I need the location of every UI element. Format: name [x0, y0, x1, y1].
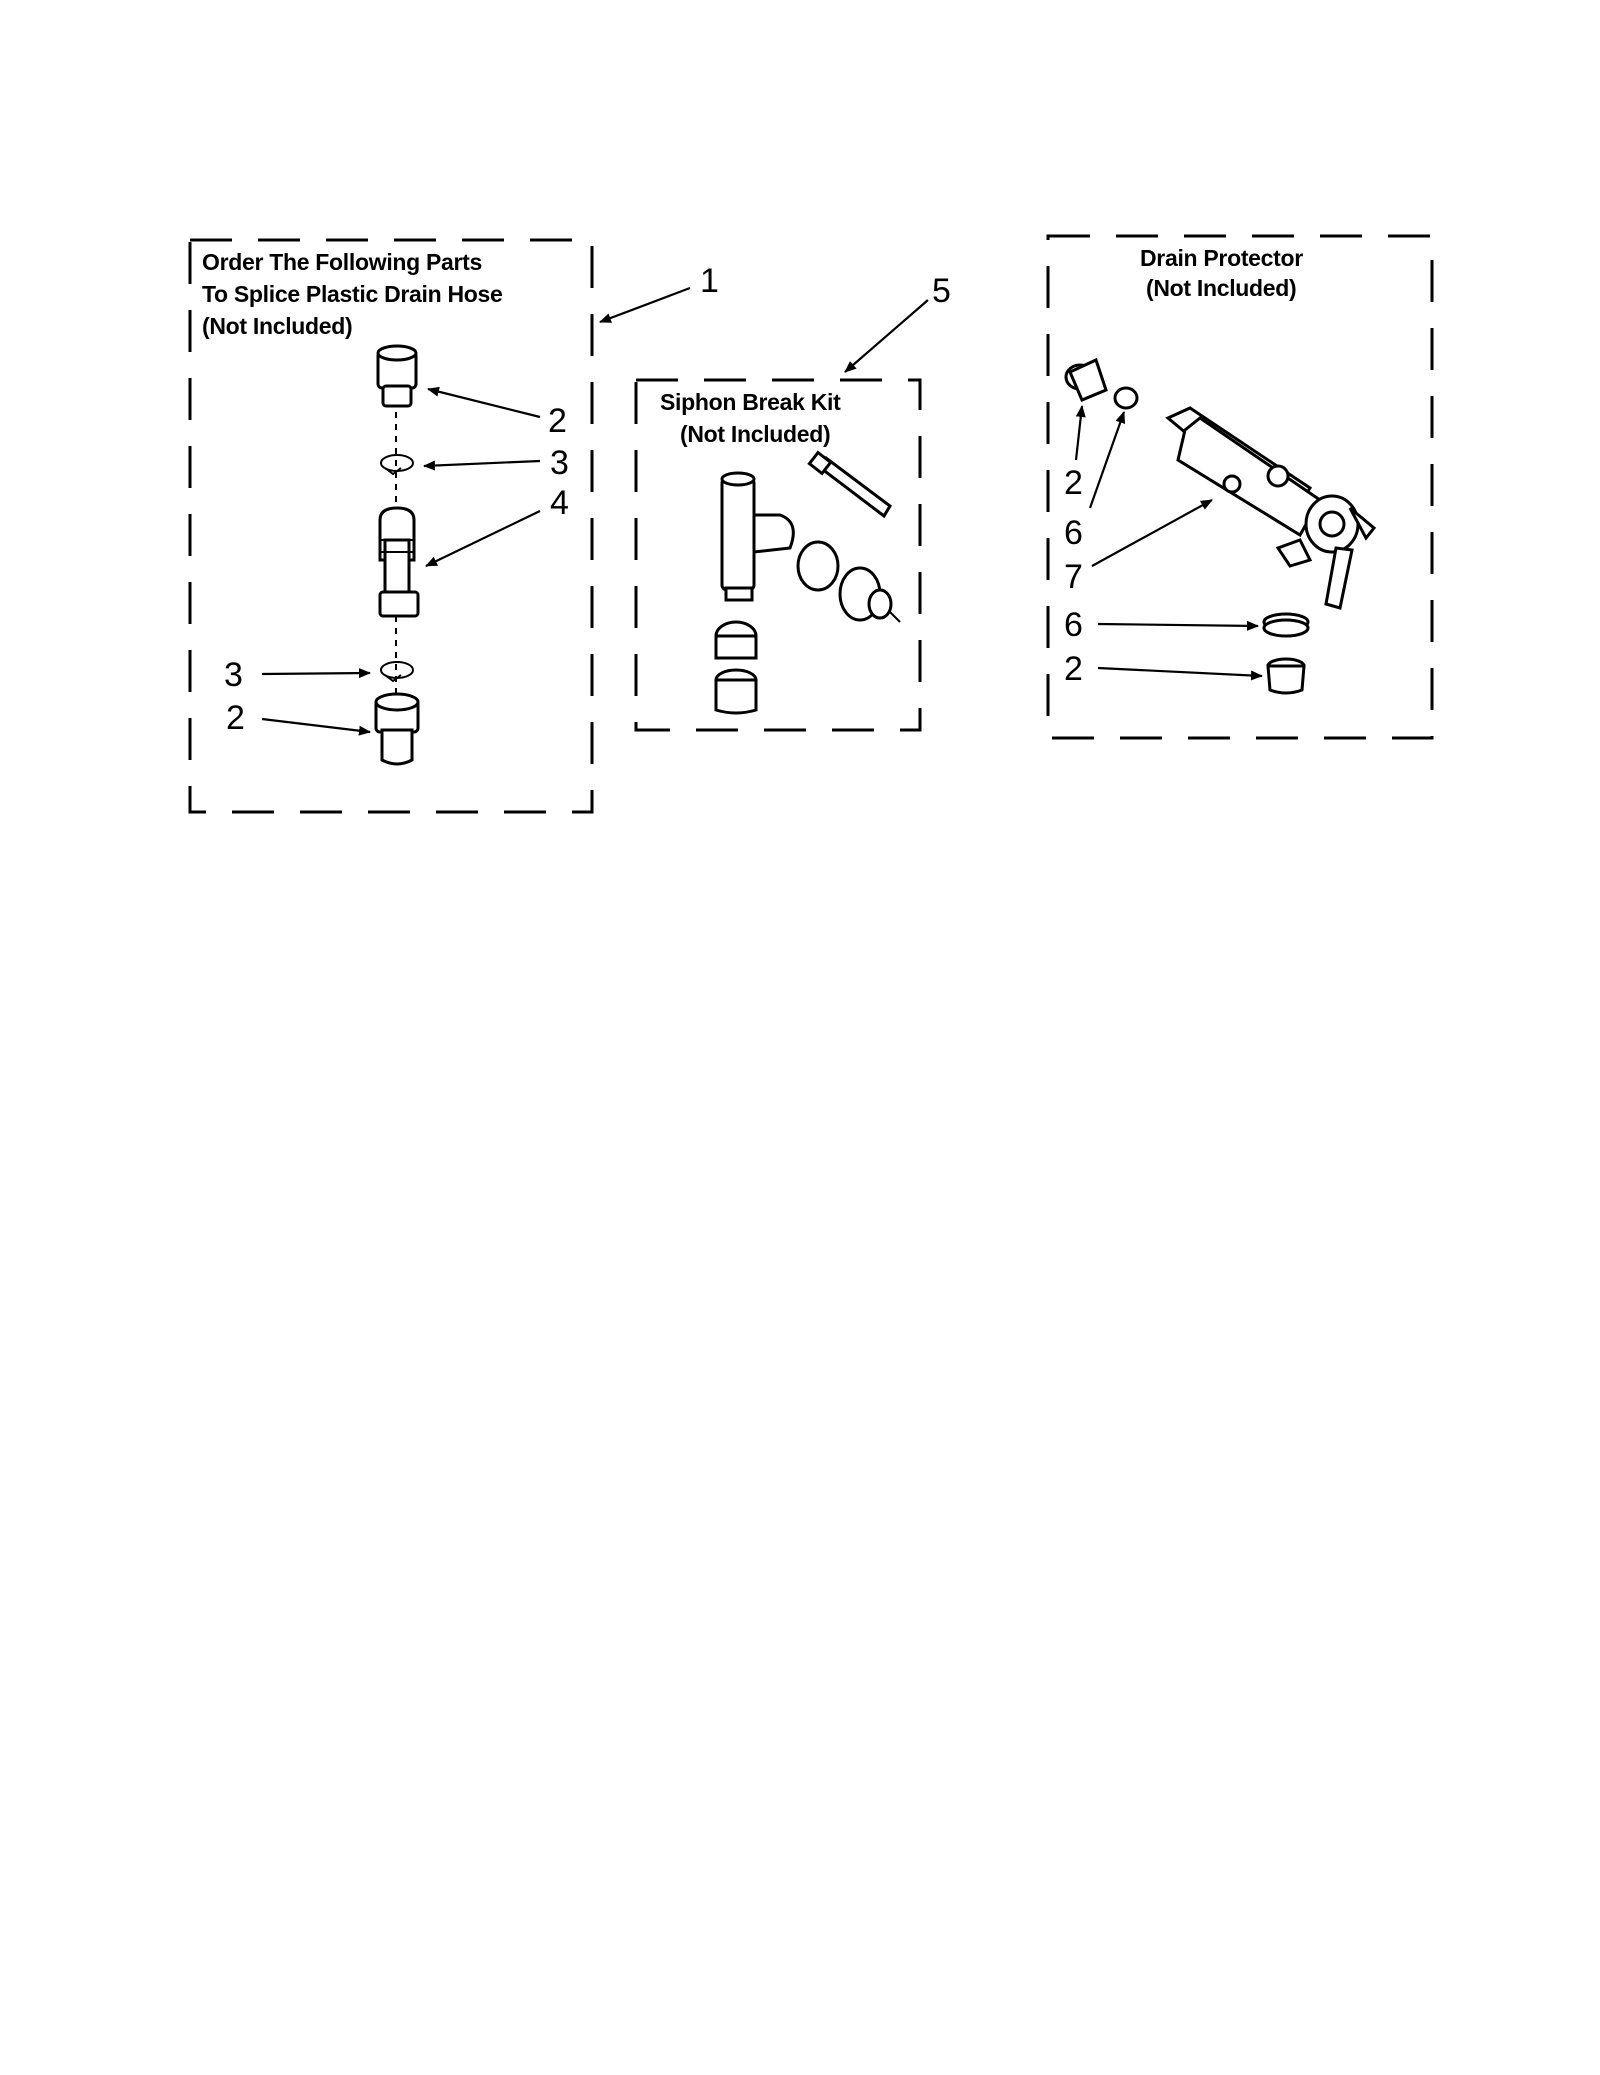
- hose-connector-icon: [798, 542, 900, 622]
- callout-dp-2-top: 2: [1064, 464, 1083, 502]
- siphon-panel: [636, 272, 951, 730]
- callout-3-bottom-leader: [262, 673, 370, 674]
- drain-protector-panel: [1048, 236, 1432, 738]
- callout-2-top-leader: [428, 389, 540, 417]
- callout-dp-6-top: 6: [1064, 514, 1083, 552]
- callout-2-top: 2: [548, 402, 567, 440]
- callout-dp-2-bottom-leader: [1098, 668, 1262, 676]
- drain-protector-title-line1: Drain Protector: [1140, 245, 1303, 271]
- hose-clamp-icon: [1264, 614, 1308, 636]
- callout-dp-7-leader: [1092, 500, 1212, 566]
- callout-dp-6-bottom-leader: [1098, 624, 1258, 626]
- hose-connector-icon: [1268, 659, 1304, 693]
- callout-dp-6-top-leader: [1090, 412, 1124, 508]
- callout-2-bottom: 2: [226, 699, 245, 737]
- callout-kit-1-leader: [600, 288, 690, 322]
- callout-kit-5: 5: [932, 272, 951, 310]
- splice-panel-title-line1: Order The Following Parts: [202, 249, 483, 275]
- tee-fitting-icon: [722, 473, 793, 600]
- callout-3-top: 3: [550, 444, 569, 482]
- splice-tube-icon: [380, 508, 418, 616]
- callout-4-leader: [426, 511, 540, 566]
- hose-connector-icon: [378, 346, 416, 406]
- drain-protector-title-line2: (Not Included): [1146, 275, 1297, 301]
- callout-dp-2-top-leader: [1076, 406, 1082, 460]
- splice-panel-title-line2: To Splice Plastic Drain Hose: [202, 281, 503, 307]
- splice-panel-title-line3: (Not Included): [202, 313, 353, 339]
- siphon-panel-title-line1: Siphon Break Kit: [660, 389, 841, 415]
- callout-dp-2-bottom: 2: [1064, 650, 1083, 688]
- drain-protector-icon: [1066, 360, 1374, 608]
- siphon-panel-title-line2: (Not Included): [680, 421, 831, 447]
- callout-4: 4: [550, 484, 569, 522]
- callout-dp-6-bottom: 6: [1064, 606, 1083, 644]
- callout-dp-7: 7: [1064, 558, 1083, 596]
- callout-kit-1: 1: [700, 262, 719, 300]
- callout-kit-5-leader: [845, 300, 928, 372]
- hose-connector-icon: [716, 622, 756, 713]
- hose-connector-icon: [376, 694, 418, 764]
- callout-3-bottom: 3: [224, 656, 243, 694]
- cable-tie-icon: [809, 453, 890, 516]
- callout-3-top-leader: [424, 461, 540, 466]
- callout-2-bottom-leader: [262, 719, 370, 732]
- splice-panel: [190, 240, 719, 812]
